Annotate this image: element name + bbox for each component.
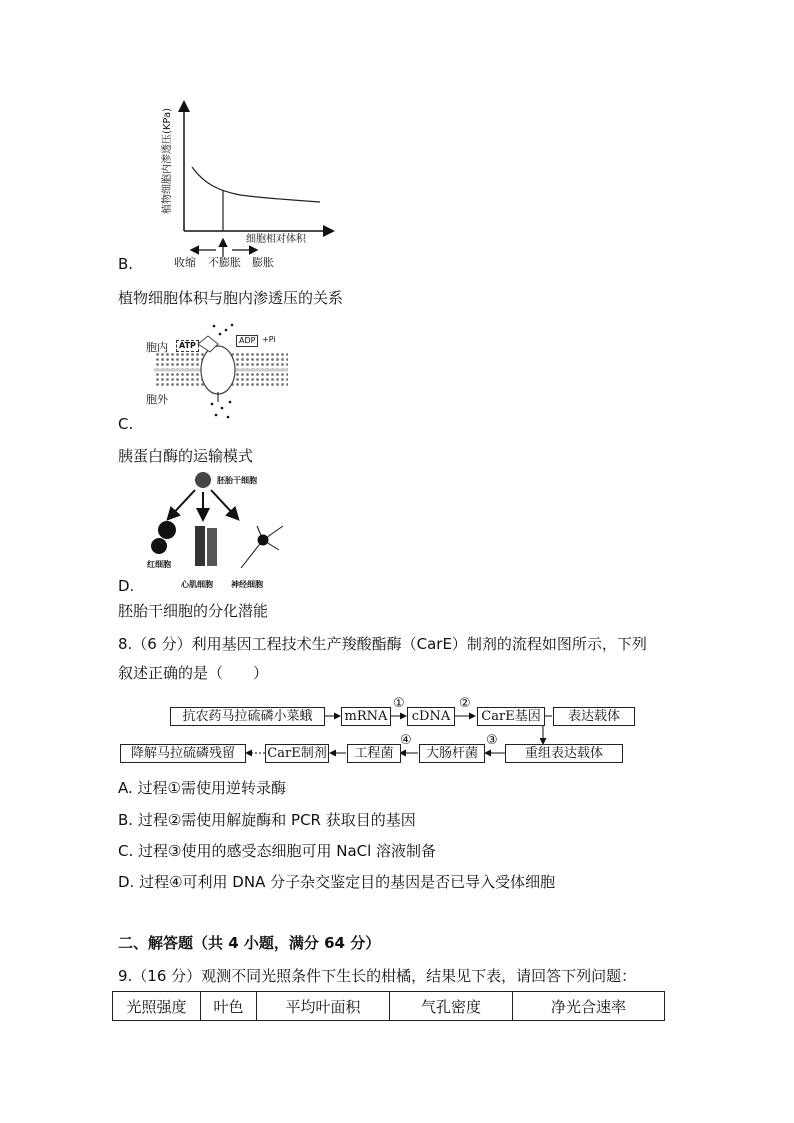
q8-option-d[interactable]: D. 过程④可利用 DNA 分子杂交鉴定目的基因是否已导入受体细胞 bbox=[118, 873, 556, 891]
flow-box-moth: 抗农药马拉硫磷小菜蛾 bbox=[170, 707, 325, 726]
outside-label: 胞外 bbox=[146, 393, 168, 406]
swell-label: 膨胀 bbox=[252, 256, 274, 269]
option-d-figure bbox=[145, 468, 295, 590]
atp-label: ATP bbox=[176, 340, 199, 352]
section-2-title: 二、解答题（共 4 小题，满分 64 分） bbox=[118, 934, 381, 952]
option-b-label: B. bbox=[118, 255, 134, 273]
table-header-row bbox=[113, 992, 665, 1021]
neuron-label: 神经细胞 bbox=[231, 580, 263, 589]
q9-stem: 9.（16 分）观测不同光照条件下生长的柑橘，结果见下表，请回答下列问题： bbox=[118, 967, 637, 985]
step-4: ④ bbox=[400, 733, 412, 748]
q8-option-a[interactable]: A. 过程①需使用逆转录酶 bbox=[118, 779, 286, 797]
q8-option-c[interactable]: C. 过程③使用的感受态细胞可用 NaCl 溶液制备 bbox=[118, 842, 437, 860]
stem-cell-label: 胚胎干细胞 bbox=[217, 476, 257, 485]
inside-label: 胞内 bbox=[146, 341, 168, 354]
flow-box-ecoli: 大肠杆菌 bbox=[419, 744, 485, 763]
no-swell-label: 不膨胀 bbox=[208, 256, 241, 269]
stem-cell bbox=[195, 472, 211, 488]
header-leaf-color: 叶色 bbox=[201, 992, 257, 1021]
adp-label: ADP bbox=[236, 335, 258, 347]
header-leaf-area: 平均叶面积 bbox=[257, 992, 390, 1021]
flow-box-engineered: 工程菌 bbox=[347, 744, 401, 763]
flow-box-care-agent: CarE制剂 bbox=[265, 744, 329, 763]
neuron-cell bbox=[241, 526, 283, 568]
q9-table bbox=[112, 991, 665, 1021]
q8-stem-line2: 叙述正确的是（ ） bbox=[118, 664, 269, 682]
flow-box-cdna: cDNA bbox=[407, 707, 455, 726]
rbc-label: 红细胞 bbox=[147, 560, 171, 569]
heart-label: 心肌细胞 bbox=[181, 580, 213, 589]
option-b-figure bbox=[140, 95, 340, 275]
option-c-caption: 胰蛋白酶的运输模式 bbox=[118, 447, 254, 465]
step-1: ① bbox=[393, 696, 405, 711]
graph-x-label: 细胞相对体积 bbox=[246, 234, 306, 245]
graph-y-label: 植物细胞内渗透压(KPa) bbox=[162, 107, 173, 215]
option-b-caption: 植物细胞体积与胞内渗透压的关系 bbox=[118, 289, 344, 307]
pressure-curve bbox=[192, 167, 320, 202]
cardiac-cell bbox=[195, 526, 205, 566]
red-blood-cell bbox=[158, 521, 176, 539]
header-photosynthesis-rate: 净光合速率 bbox=[513, 992, 665, 1021]
option-c-figure bbox=[140, 322, 290, 422]
pi-label: +Pi bbox=[262, 335, 276, 344]
header-stomata-density: 气孔密度 bbox=[390, 992, 513, 1021]
q8-stem-line1: 8.（6 分）利用基因工程技术生产羧酸酯酶（CarE）制剂的流程如图所示，下列 bbox=[118, 635, 647, 653]
header-light-intensity: 光照强度 bbox=[113, 992, 201, 1021]
transport-protein bbox=[201, 346, 235, 394]
option-c-label: C. bbox=[118, 415, 134, 433]
flow-box-care-gene: CarE基因 bbox=[477, 707, 545, 726]
option-d-label: D. bbox=[118, 577, 135, 595]
shrink-label: 收缩 bbox=[174, 256, 196, 269]
step-2: ② bbox=[459, 696, 471, 711]
flow-box-recombinant: 重组表达载体 bbox=[505, 744, 623, 763]
flow-box-mrna: mRNA bbox=[341, 707, 391, 726]
option-d-caption: 胚胎干细胞的分化潜能 bbox=[118, 602, 269, 620]
flow-box-vector: 表达载体 bbox=[553, 707, 635, 726]
q8-option-b[interactable]: B. 过程②需使用解旋酶和 PCR 获取目的基因 bbox=[118, 811, 416, 829]
stem-cell-differentiation-diagram bbox=[145, 468, 295, 590]
step-3: ③ bbox=[486, 733, 498, 748]
flow-box-degrade: 降解马拉硫磷残留 bbox=[120, 744, 246, 763]
